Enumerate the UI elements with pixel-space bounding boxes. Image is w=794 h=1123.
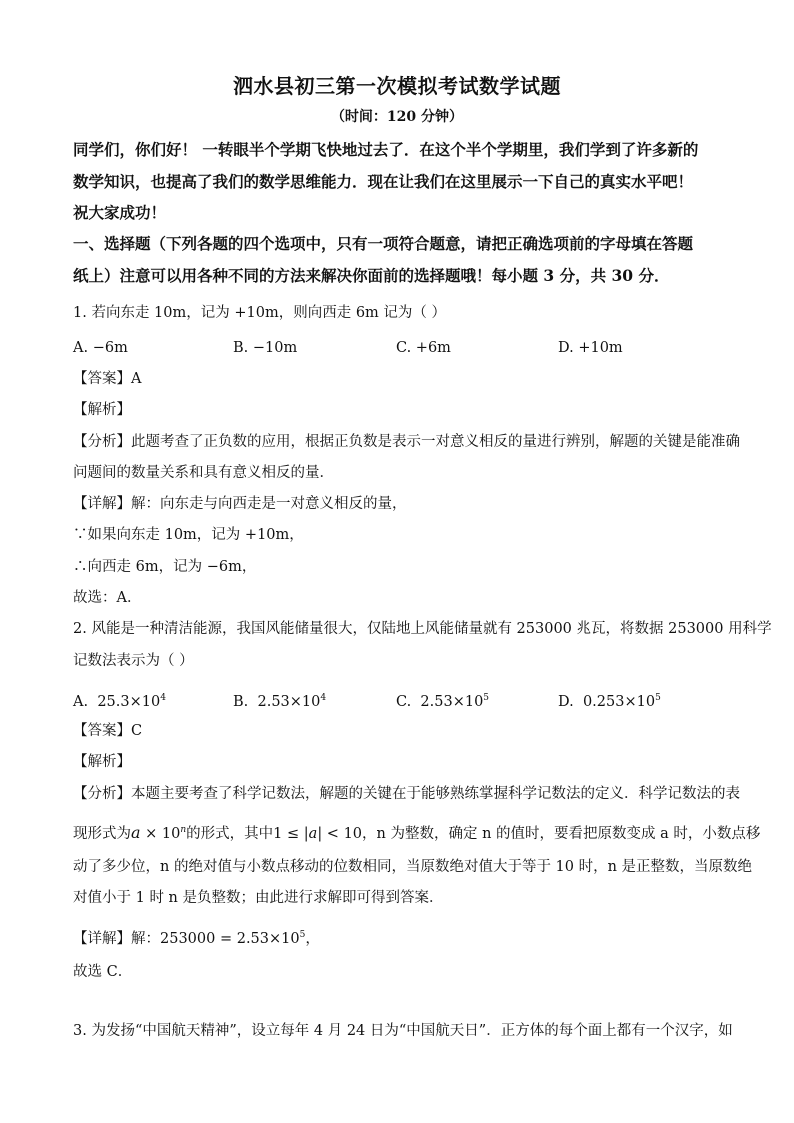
q2-conclusion: 故选 C． bbox=[73, 964, 133, 980]
q1-detail: 【详解】解：向东走与向西走是一对意义相反的量， bbox=[73, 496, 407, 512]
q2-analysis-line-3: 动了多少位，n 的绝对值与小数点移动的位数相同，当原数绝对值大于等于 10 时，n 是正整数，当原数绝 bbox=[73, 859, 753, 875]
section-heading-line-1: 一、选择题（下列各题的四个选项中，只有一项符合题意，请把正确选项前的字母填在答题 bbox=[73, 234, 694, 253]
q2-analysis-label: 【解析】 bbox=[73, 754, 131, 770]
q1-analysis-line-2: 问题间的数量关系和具有意义相反的量． bbox=[73, 465, 334, 481]
q3-stem-line-1: 3. 为发扬“中国航天精神”，设立每年 4 月 24 日为“中国航天日”．正方体的每个面上都有一个汉字，如 bbox=[73, 1023, 733, 1039]
q2-stem-line-1: 2. 风能是一种清洁能源，我国风能储量很大，仅陆地上风能储量就有 253000 兆瓦，将数据 253000 用科学 bbox=[73, 621, 772, 637]
q1-option-b: B. −10m bbox=[233, 340, 298, 356]
q2-analysis-line-1: 【分析】本题主要考查了科学记数法，解题的关键在于能够熟练掌握科学记数法的定义．科学记数法的表 bbox=[73, 786, 740, 802]
q1-step-2: ∴向西走 6m，记为 −6m， bbox=[73, 559, 257, 575]
intro-line-2: 数学知识，也提高了我们的数学思维能力．现在让我们在这里展示一下自己的真实水平吧！ bbox=[73, 172, 694, 191]
q2-option-c: C. $2.53\times 10^5$ bbox=[396, 693, 490, 710]
q1-step-1: ∵如果向东走 10m，记为 +10m， bbox=[73, 527, 304, 543]
q2-analysis-line-4: 对值小于 1 时 n 是负整数；由此进行求解即可得到答案． bbox=[73, 890, 444, 906]
formula-a-times-10n: $a \times 10^n$ bbox=[131, 822, 187, 842]
exam-title: 泗水县初三第一次模拟考试数学试题 bbox=[233, 74, 561, 98]
intro-line-1: 同学们，你们好！ 一转眼半个学期飞快地过去了．在这个半个学期里，我们学到了许多新的 bbox=[73, 140, 699, 159]
intro-line-3: 祝大家成功！ bbox=[73, 203, 167, 222]
q2-option-d: D. $0.253\times 10^5$ bbox=[558, 693, 661, 710]
q1-stem: 1. 若向东走 10m，记为 +10m，则向西走 6m 记为（ ） bbox=[73, 305, 447, 321]
q2-option-b: B. $2.53\times 10^4$ bbox=[233, 693, 327, 710]
exam-duration: （时间：120 分钟） bbox=[330, 109, 464, 125]
q1-option-a: A. −6m bbox=[73, 340, 128, 356]
q2-option-a: A. $25.3\times 10^4$ bbox=[73, 693, 166, 710]
q1-analysis-label: 【解析】 bbox=[73, 402, 131, 418]
q1-option-c: C. +6m bbox=[396, 340, 451, 356]
q1-option-d: D. +10m bbox=[558, 340, 623, 356]
q2-analysis-line-2: 现形式为$a \times 10^n$的形式，其中1 ≤ |a| < 10，n 为整数，确定 n 的值时，要看把原数变成 a 时，小数点移 bbox=[73, 822, 761, 842]
formula-range: 1 ≤ |a| < 10 bbox=[273, 825, 363, 842]
section-heading-line-2: 纸上）注意可以用各种不同的方法来解决你面前的选择题哦！每小题 3 分，共 30 分． bbox=[73, 266, 670, 285]
q1-conclusion: 故选：A． bbox=[73, 590, 142, 606]
q1-answer: 【答案】A bbox=[73, 371, 142, 387]
q1-analysis-line-1: 【分析】此题考查了正负数的应用，根据正负数是表示一对意义相反的量进行辨别，解题的关键是能准确 bbox=[73, 434, 740, 450]
q2-detail: 【详解】解：$253000 = 2.53\times 10^5$， bbox=[73, 930, 320, 947]
q2-stem-line-2: 记数法表示为（ ） bbox=[73, 653, 194, 669]
q2-answer: 【答案】C bbox=[73, 723, 143, 739]
